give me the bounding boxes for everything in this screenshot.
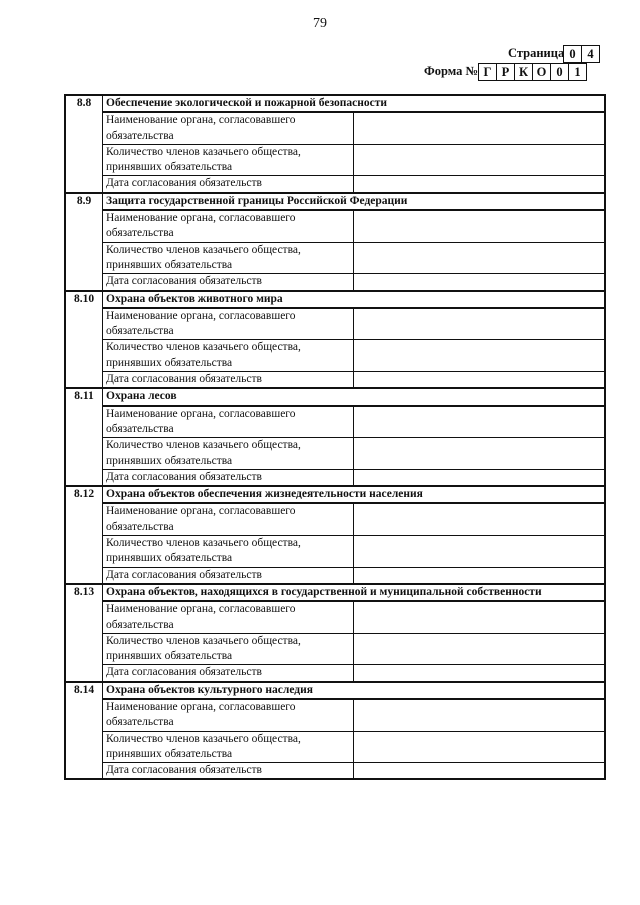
section-number: 8.10: [65, 291, 103, 389]
field-value-cell[interactable]: [354, 274, 605, 291]
field-value-cell[interactable]: [354, 536, 605, 568]
section-header-row: [65, 486, 605, 503]
form-box: О: [533, 64, 551, 80]
field-label: Дата согласования обязательств: [103, 469, 354, 486]
field-value-cell[interactable]: [354, 699, 605, 731]
table-row: [65, 112, 605, 144]
field-value-cell[interactable]: [354, 633, 605, 665]
form-box: К: [515, 64, 533, 80]
table-row: [65, 406, 605, 438]
table-row: [65, 340, 605, 372]
field-value-cell[interactable]: [354, 176, 605, 193]
table-row: [65, 438, 605, 470]
section-title: Охрана лесов: [103, 388, 606, 405]
field-label: Наименование органа, согласовавшего обязательства: [103, 699, 354, 731]
field-label: Количество членов казачьего общества, принявших обязательства: [103, 144, 354, 176]
field-value-cell[interactable]: [354, 112, 605, 144]
form-box: Р: [497, 64, 515, 80]
form-box: Г: [479, 64, 497, 80]
field-value-cell[interactable]: [354, 503, 605, 535]
section-number: 8.9: [65, 193, 103, 291]
field-value-cell[interactable]: [354, 665, 605, 682]
field-label: Дата согласования обязательств: [103, 567, 354, 584]
field-value-cell[interactable]: [354, 406, 605, 438]
section-header-row: [65, 682, 605, 699]
field-label: Наименование органа, согласовавшего обязательства: [103, 601, 354, 633]
field-value-cell[interactable]: [354, 340, 605, 372]
section-title: Охрана объектов животного мира: [103, 291, 606, 308]
section-number: 8.11: [65, 388, 103, 486]
section-header-row: [65, 584, 605, 601]
table-row: [65, 242, 605, 274]
section-number: 8.14: [65, 682, 103, 780]
section-header-row: [65, 291, 605, 308]
field-label: Количество членов казачьего общества, принявших обязательства: [103, 536, 354, 568]
table-row: [65, 372, 605, 389]
field-value-cell[interactable]: [354, 210, 605, 242]
field-label: Наименование органа, согласовавшего обязательства: [103, 503, 354, 535]
field-value-cell[interactable]: [354, 242, 605, 274]
form-box: 0: [551, 64, 569, 80]
field-value-cell[interactable]: [354, 763, 605, 780]
field-label: Количество членов казачьего общества, принявших обязательства: [103, 340, 354, 372]
field-value-cell[interactable]: [354, 601, 605, 633]
table-row: [65, 503, 605, 535]
field-value-cell[interactable]: [354, 308, 605, 340]
section-header-row: [65, 388, 605, 405]
section-header-row: [65, 95, 605, 112]
page-boxes: [563, 45, 600, 63]
field-label: Дата согласования обязательств: [103, 763, 354, 780]
field-value-cell[interactable]: [354, 567, 605, 584]
table-row: [65, 731, 605, 763]
table-row: [65, 176, 605, 193]
field-label: Наименование органа, согласовавшего обязательства: [103, 210, 354, 242]
section-number: 8.12: [65, 486, 103, 584]
section-title: Охрана объектов культурного наследия: [103, 682, 606, 699]
field-label: Количество членов казачьего общества, принявших обязательства: [103, 731, 354, 763]
table-row: [65, 763, 605, 780]
field-label: Наименование органа, согласовавшего обязательства: [103, 308, 354, 340]
field-label: Наименование органа, согласовавшего обязательства: [103, 112, 354, 144]
table-row: [65, 567, 605, 584]
field-label: Дата согласования обязательств: [103, 665, 354, 682]
table-row: [65, 536, 605, 568]
table-row: [65, 274, 605, 291]
field-label: Количество членов казачьего общества, принявших обязательства: [103, 242, 354, 274]
table-row: [65, 601, 605, 633]
field-value-cell[interactable]: [354, 372, 605, 389]
page-box: 4: [587, 47, 594, 61]
table-row: [65, 144, 605, 176]
field-value-cell[interactable]: [354, 144, 605, 176]
table-row: [65, 633, 605, 665]
form-table: [64, 94, 606, 780]
field-label: Наименование органа, согласовавшего обязательства: [103, 406, 354, 438]
field-label: Дата согласования обязательств: [103, 176, 354, 193]
field-label: Дата согласования обязательств: [103, 274, 354, 291]
table-row: [65, 210, 605, 242]
field-label: Количество членов казачьего общества, принявших обязательства: [103, 633, 354, 665]
section-title: Охрана объектов обеспечения жизнедеятельности населения: [103, 486, 606, 503]
form-boxes: [478, 63, 587, 81]
page-box: 0: [564, 46, 582, 62]
section-title: Обеспечение экологической и пожарной безопасности: [103, 95, 606, 112]
table-row: [65, 665, 605, 682]
field-label: Количество членов казачьего общества, принявших обязательства: [103, 438, 354, 470]
field-label: Дата согласования обязательств: [103, 372, 354, 389]
field-value-cell[interactable]: [354, 469, 605, 486]
field-value-cell[interactable]: [354, 731, 605, 763]
form-box: 1: [574, 65, 581, 79]
section-header-row: [65, 193, 605, 210]
page-label: Страница: [508, 46, 565, 60]
section-number: 8.8: [65, 95, 103, 193]
table-row: [65, 308, 605, 340]
form-label: Форма №: [424, 64, 479, 78]
table-row: [65, 699, 605, 731]
page-number: 79: [313, 16, 327, 31]
section-number: 8.13: [65, 584, 103, 682]
field-value-cell[interactable]: [354, 438, 605, 470]
section-title: Защита государственной границы Российской Федерации: [103, 193, 606, 210]
table-row: [65, 469, 605, 486]
section-title: Охрана объектов, находящихся в государственной и муниципальной собственности: [103, 584, 606, 601]
